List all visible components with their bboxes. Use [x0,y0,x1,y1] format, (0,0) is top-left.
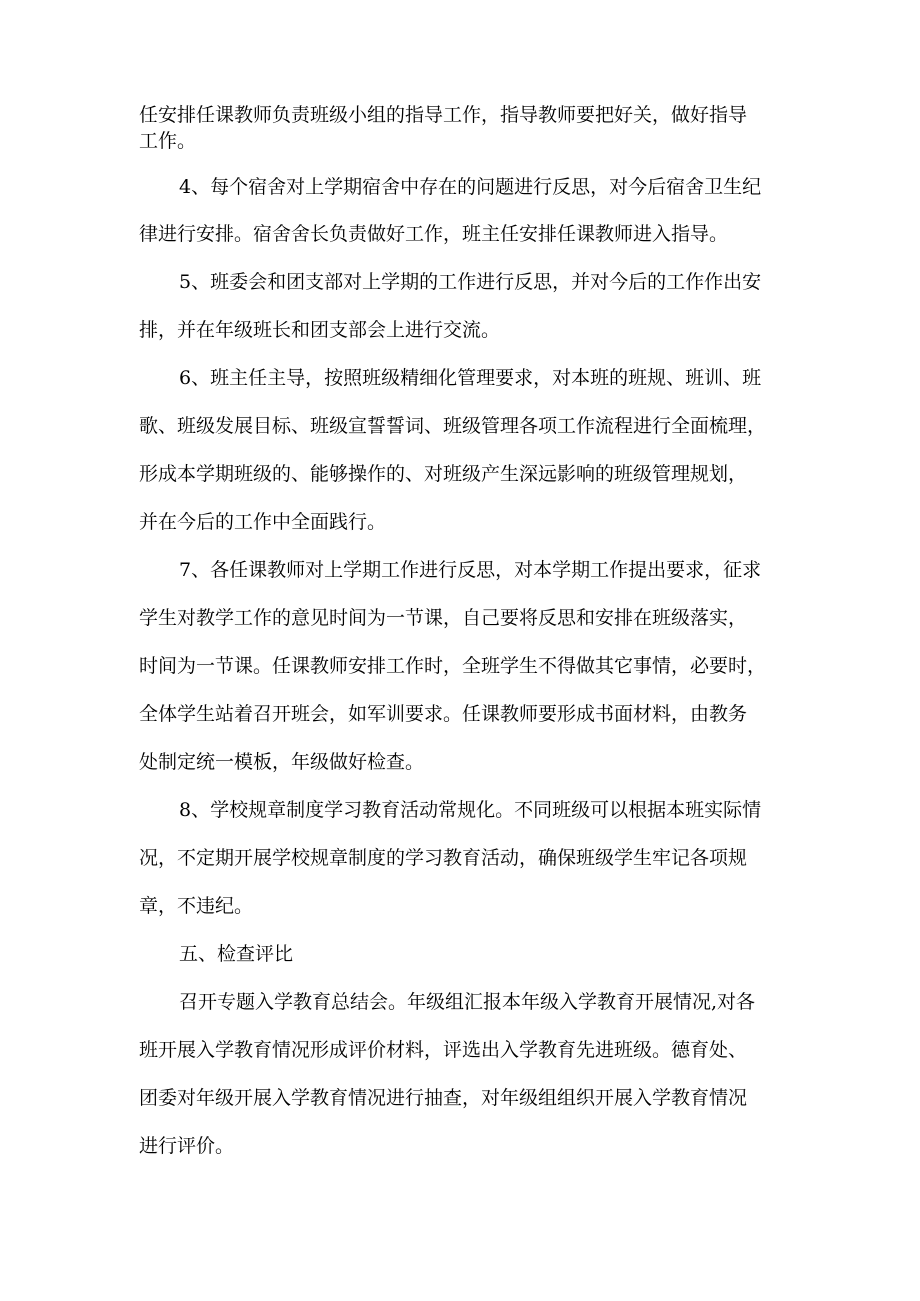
text-line: 任安排任课教师负责班级小组的指导工作，指导教师要把好关，做好指导 [139,104,748,126]
text-line: 并在今后的工作中全面践行。 [139,511,387,533]
text-line: 5、班委会和团支部对上学期的工作进行反思，并对今后的工作作出安 [179,271,762,293]
text-line: 6、班主任主导，按照班级精细化管理要求，对本班的班规、班训、班 [179,367,762,389]
text-line: 班开展入学教育情况形成评价材料，评选出入学教育先进班级。德育处、 [139,1039,748,1061]
text-line: 4、每个宿舍对上学期宿舍中存在的问题进行反思，对今后宿舍卫生纪 [179,176,762,198]
text-line: 律进行安排。宿舍舍长负责做好工作，班主任安排任课教师进入指导。 [139,223,729,245]
section-heading: 五、检查评比 [179,943,294,965]
text-line: 处制定统一模板，年级做好检查。 [139,751,425,773]
text-line: 排，并在年级班长和团支部会上进行交流。 [139,319,501,341]
text-line: 章，不违纪。 [139,895,254,917]
text-line: 进行评价。 [139,1135,235,1157]
text-line: 学生对教学工作的意见时间为一节课，自己要将反思和安排在班级落实， [139,607,748,629]
text-line: 7、各任课教师对上学期工作进行反思，对本学期工作提出要求，征求 [179,559,762,581]
text-line: 团委对年级开展入学教育情况进行抽查，对年级组组织开展入学教育情况 [139,1087,748,1109]
text-line: 歌、班级发展目标、班级宣誓誓词、班级管理各项工作流程进行全面梳理， [139,415,767,437]
text-line: 时间为一节课。任课教师安排工作时，全班学生不得做其它事情，必要时， [139,655,767,677]
text-line: 全体学生站着召开班会，如军训要求。任课教师要形成书面材料，由教务 [139,703,748,725]
text-line: 召开专题入学教育总结会。年级组汇报本年级入学教育开展情况,对各 [179,991,756,1013]
text-line: 8、学校规章制度学习教育活动常规化。不同班级可以根据本班实际情 [179,799,762,821]
text-line: 况，不定期开展学校规章制度的学习教育活动，确保班级学生牢记各项规 [139,847,748,869]
text-line: 形成本学期班级的、能够操作的、对班级产生深远影响的班级管理规划， [139,463,748,485]
text-line: 工作。 [139,130,197,152]
